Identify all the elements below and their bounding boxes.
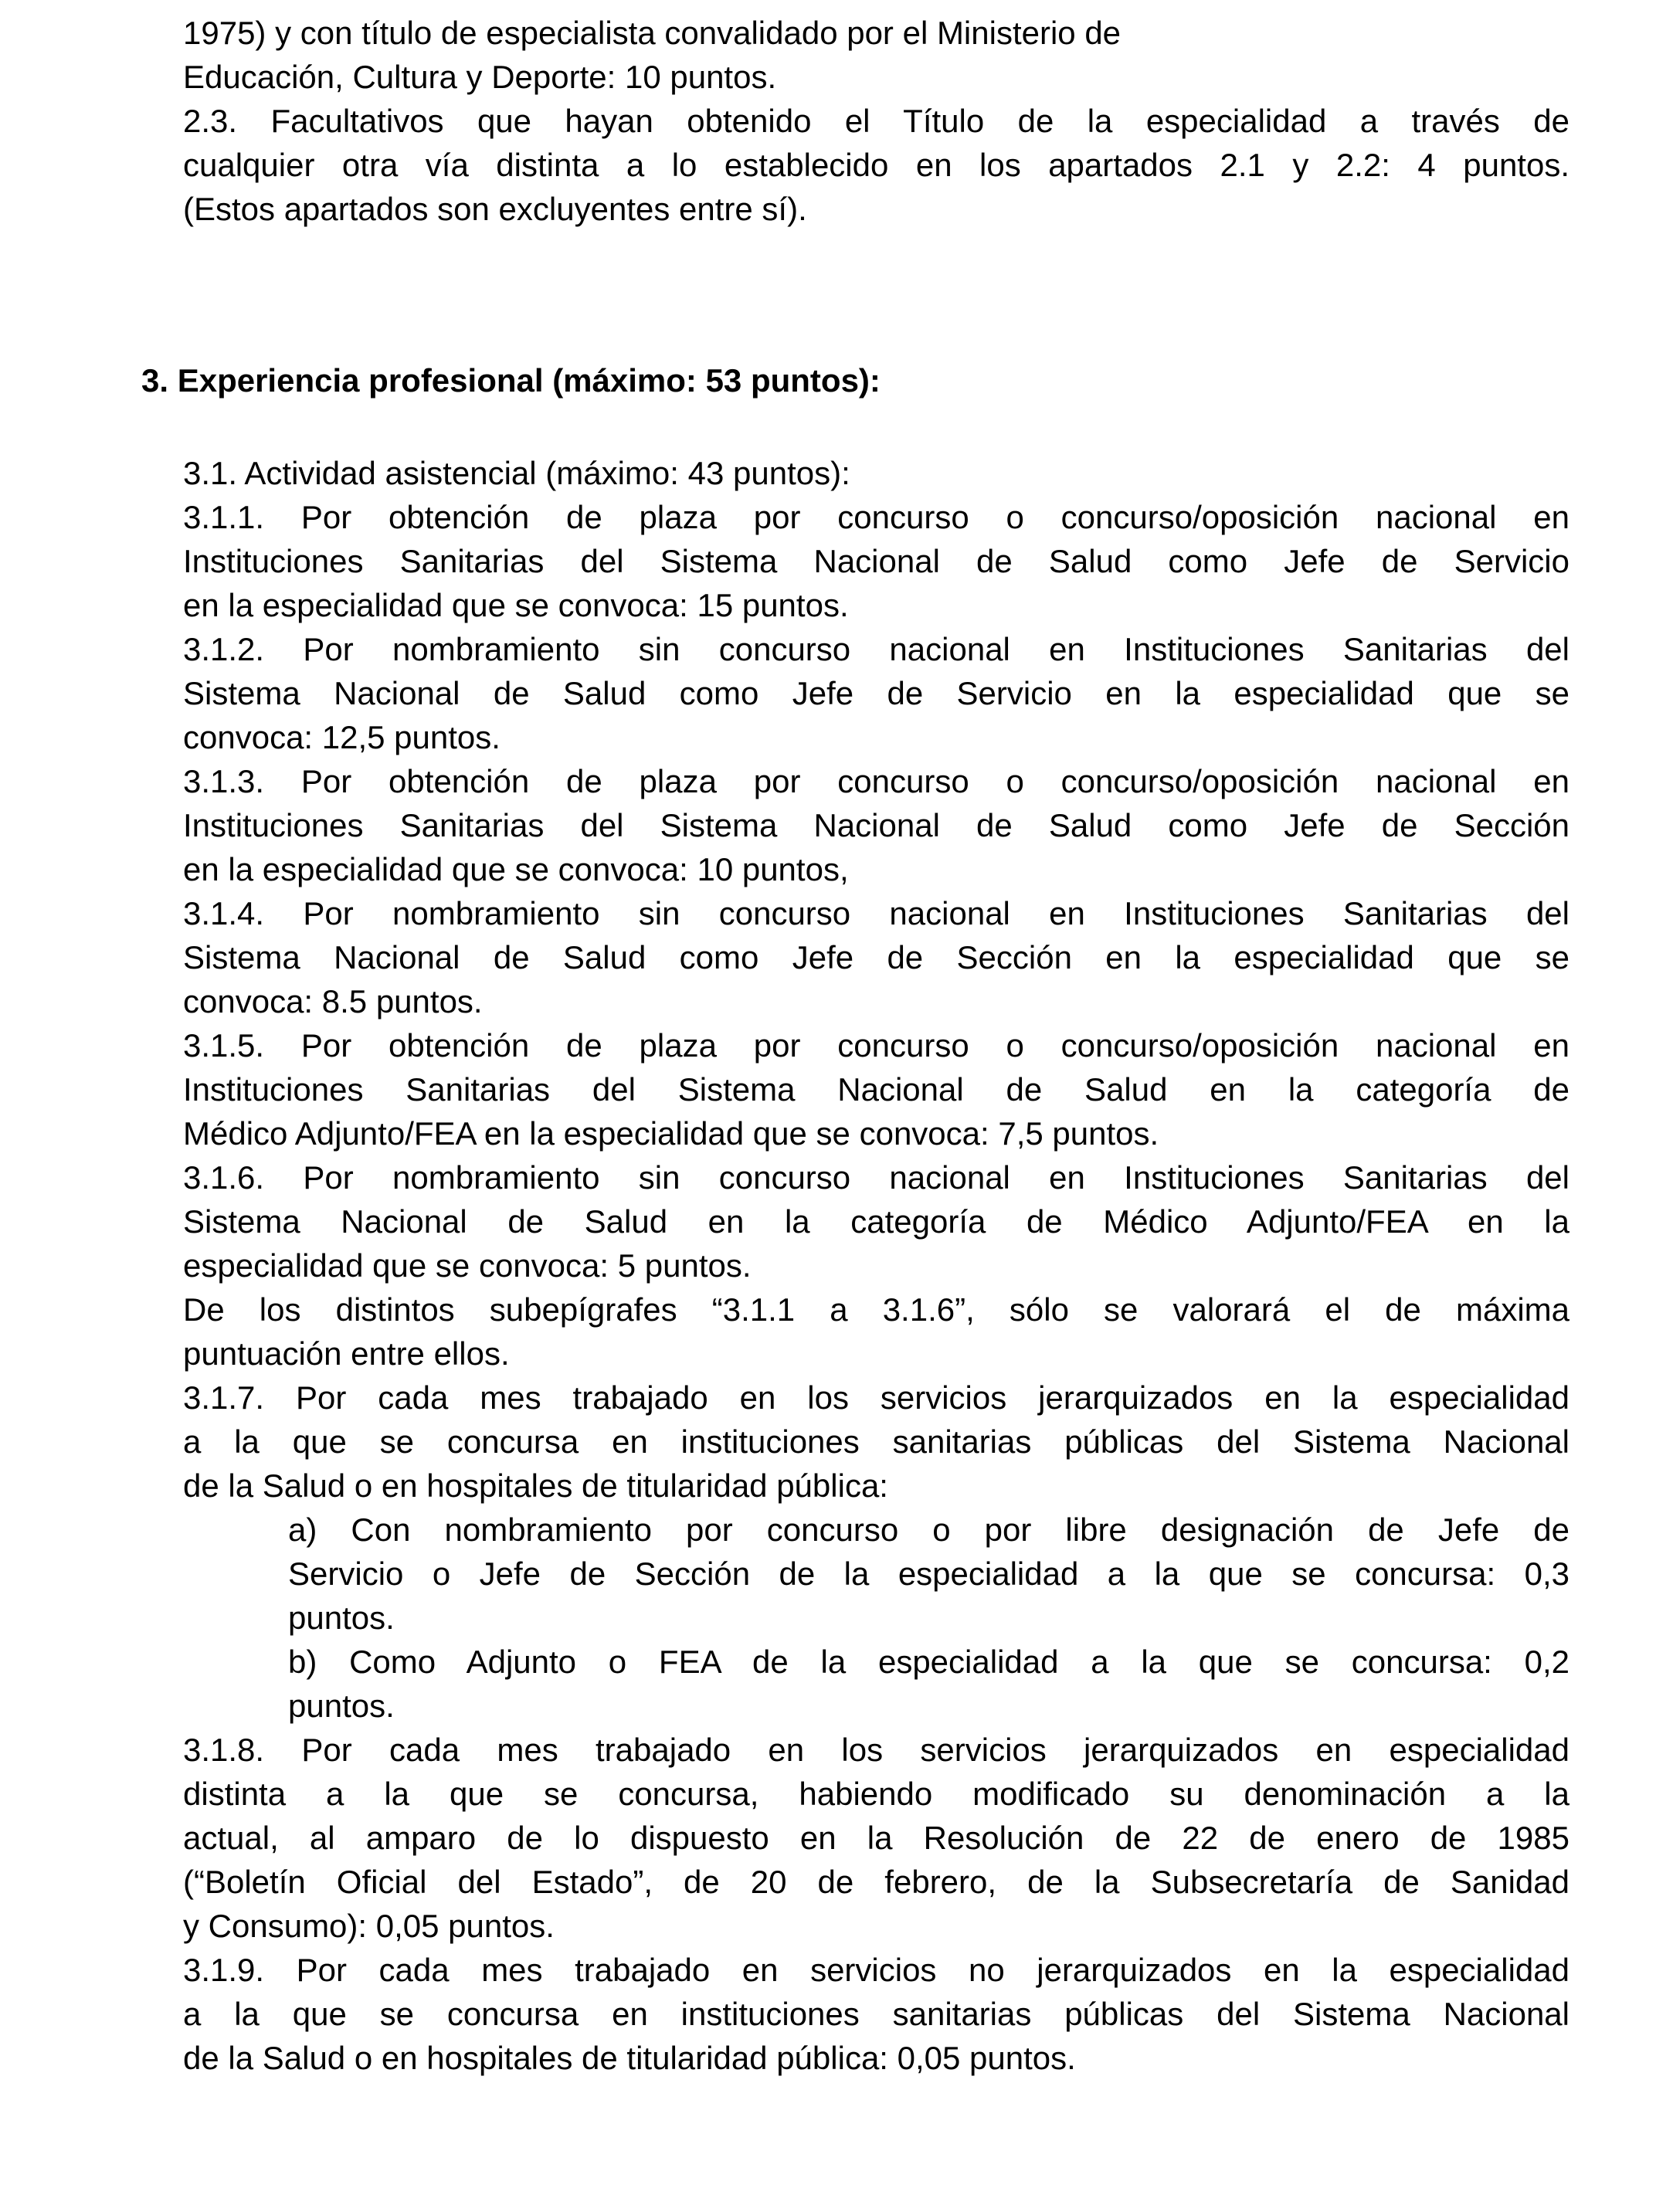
section-heading	[0, 358, 1656, 402]
text-line: 3.1.4. Por nombramiento sin concurso nacional en Instituciones Sanitarias del	[183, 895, 1569, 931]
text-line: 1975) y con título de especialista convalidado por el Ministerio de	[183, 15, 1122, 51]
text-line: 2.3. Facultativos que hayan obtenido el Título de la especialidad a través de	[183, 103, 1569, 139]
text-line: b) Como Adjunto o FEA de la especialidad a la que se concursa: 0,2	[288, 1644, 1569, 1680]
paragraph	[0, 1728, 1656, 1948]
text-line: 3.1.7. Por cada mes trabajado en los servicios jerarquizados en la especialidad	[183, 1379, 1569, 1416]
document-content	[0, 11, 1656, 2080]
text-line: Sistema Nacional de Salud en la categoría de Médico Adjunto/FEA en la	[183, 1203, 1569, 1240]
paragraph	[0, 1376, 1656, 1508]
text-line: Educación, Cultura y Deporte: 10 puntos.	[183, 59, 777, 95]
text-line: a la que se concursa en instituciones sanitarias públicas del Sistema Nacional	[183, 1996, 1569, 2032]
text-line: de la Salud o en hospitales de titularidad pública: 0,05 puntos.	[183, 2040, 1076, 2076]
paragraph	[0, 1948, 1656, 2080]
paragraph	[0, 759, 1656, 891]
text-line: 3.1.3. Por obtención de plaza por concurso o concurso/oposición nacional en	[183, 763, 1569, 799]
text-line: (Estos apartados son excluyentes entre sí).	[183, 191, 807, 227]
text-line: 3.1.1. Por obtención de plaza por concurso o concurso/oposición nacional en	[183, 499, 1569, 535]
text-line: 3.1.6. Por nombramiento sin concurso nacional en Instituciones Sanitarias del	[183, 1159, 1569, 1196]
text-line: 3.1.8. Por cada mes trabajado en los servicios jerarquizados en especialidad	[183, 1732, 1569, 1768]
text-line: Instituciones Sanitarias del Sistema Nacional de Salud en la categoría de	[183, 1071, 1569, 1108]
text-line: Instituciones Sanitarias del Sistema Nacional de Salud como Jefe de Servicio	[183, 543, 1569, 579]
paragraph	[0, 1288, 1656, 1376]
text-line: puntos.	[288, 1600, 395, 1636]
heading-line: 3. Experiencia profesional (máximo: 53 puntos):	[141, 362, 881, 399]
text-line: De los distintos subepígrafes “3.1.1 a 3.1.6”, sólo se valorará el de máxima	[183, 1291, 1569, 1328]
text-line: especialidad que se convoca: 5 puntos.	[183, 1247, 752, 1284]
text-line: convoca: 8.5 puntos.	[183, 983, 483, 1019]
text-line: 3.1.2. Por nombramiento sin concurso nacional en Instituciones Sanitarias del	[183, 631, 1569, 667]
text-line: de la Salud o en hospitales de titularidad pública:	[183, 1467, 888, 1504]
text-line: 3.1.5. Por obtención de plaza por concurso o concurso/oposición nacional en	[183, 1027, 1569, 1064]
text-line: actual, al amparo de lo dispuesto en la Resolución de 22 de enero de 1985	[183, 1820, 1569, 1856]
text-line: Sistema Nacional de Salud como Jefe de Sección en la especialidad que se	[183, 939, 1569, 975]
paragraph	[0, 1155, 1656, 1288]
text-line: a) Con nombramiento por concurso o por libre designación de Jefe de	[288, 1511, 1569, 1548]
text-line: a la que se concursa en instituciones sanitarias públicas del Sistema Nacional	[183, 1423, 1569, 1460]
text-line: Médico Adjunto/FEA en la especialidad que se convoca: 7,5 puntos.	[183, 1115, 1159, 1152]
text-line: Sistema Nacional de Salud como Jefe de Servicio en la especialidad que se	[183, 675, 1569, 711]
text-line: puntuación entre ellos.	[183, 1335, 510, 1372]
paragraph	[0, 99, 1656, 231]
paragraph	[0, 627, 1656, 759]
paragraph	[0, 495, 1656, 627]
text-line: en la especialidad que se convoca: 10 puntos,	[183, 851, 849, 887]
text-line: y Consumo): 0,05 puntos.	[183, 1908, 555, 1944]
paragraph	[0, 1508, 1656, 1640]
text-line: en la especialidad que se convoca: 15 puntos.	[183, 587, 849, 623]
text-line: puntos.	[288, 1688, 395, 1724]
paragraph	[0, 11, 1656, 99]
paragraph	[0, 1023, 1656, 1155]
text-line: Instituciones Sanitarias del Sistema Nacional de Salud como Jefe de Sección	[183, 807, 1569, 843]
paragraph	[0, 891, 1656, 1023]
text-line: convoca: 12,5 puntos.	[183, 719, 501, 755]
text-line: (“Boletín Oficial del Estado”, de 20 de febrero, de la Subsecretaría de Sanidad	[183, 1864, 1569, 1900]
text-line: cualquier otra vía distinta a lo establecido en los apartados 2.1 y 2.2: 4 puntos.	[183, 147, 1569, 183]
paragraph	[0, 451, 1656, 495]
text-line: distinta a la que se concursa, habiendo modificado su denominación a la	[183, 1776, 1569, 1812]
text-line: 3.1. Actividad asistencial (máximo: 43 puntos):	[183, 455, 850, 491]
text-line: Servicio o Jefe de Sección de la especialidad a la que se concursa: 0,3	[288, 1556, 1569, 1592]
paragraph	[0, 1640, 1656, 1728]
text-line: 3.1.9. Por cada mes trabajado en servicios no jerarquizados en la especialidad	[183, 1952, 1569, 1988]
